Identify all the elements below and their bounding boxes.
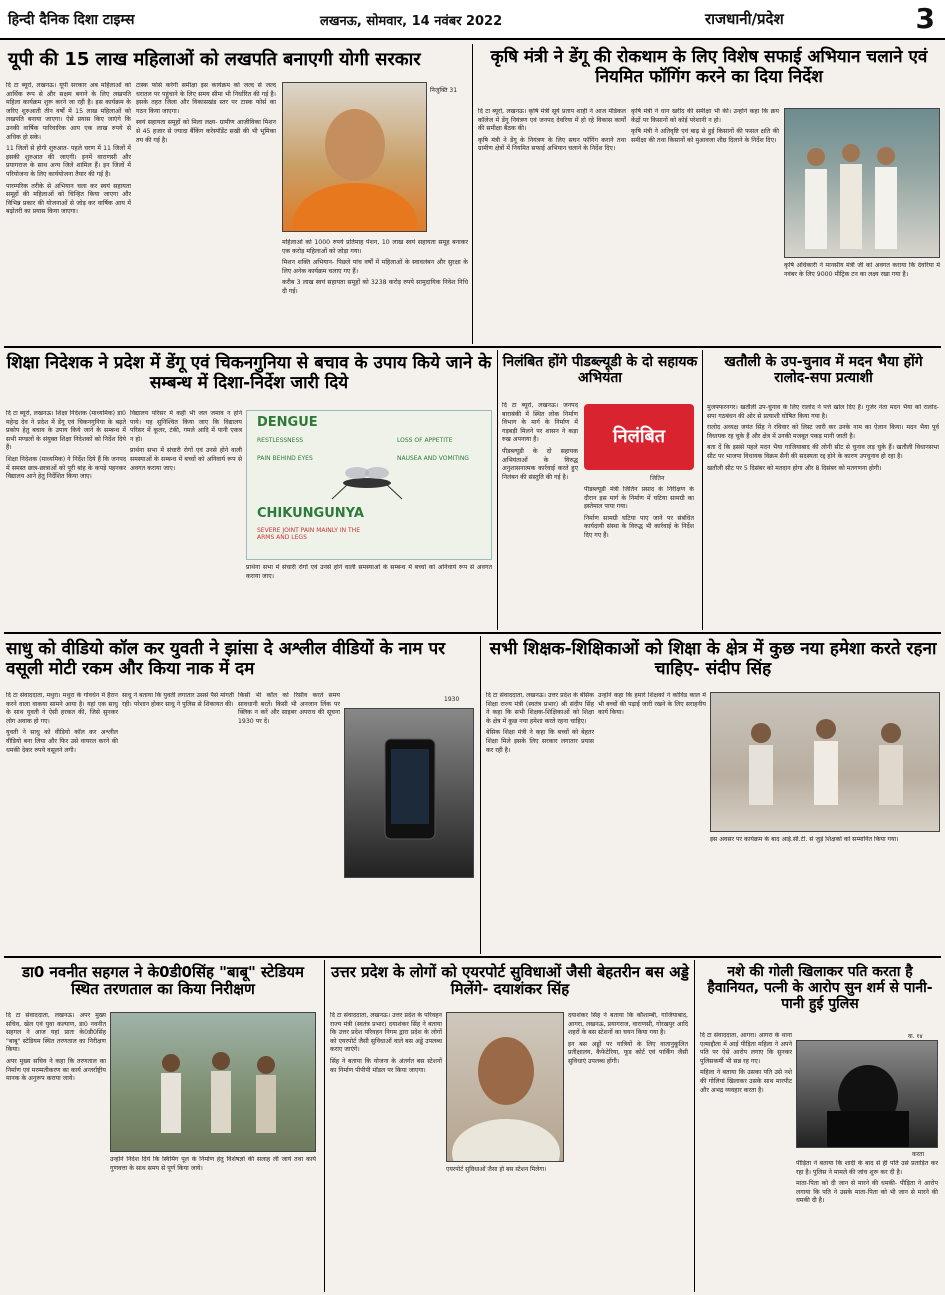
story-dengue-minister xyxy=(476,44,942,344)
headline: साधु को वीडियो कॉल कर युवती ने झांसा दे अश्लील वीडियों के नाम पर वसूली मोटी रकम और किया नाक में दम xyxy=(6,639,446,679)
divider xyxy=(472,44,473,344)
story-body-col-1: दि टा ब्यूरो, लखनऊ। कृषि मंत्री सूर्य प्रताप शाही ने आज मेडिकल कॉलेज में डेंगू नियंत्रण एवं जनपद देवरिया में हो रहे विकास कार्यों की समीक्षा बैठक की। कृषि मंत्री ने डेंगू के नियंत्रण के लिए सघन फॉगिंग कराने तथा ग्रामीण क्षेत्रों में नियमित सफाई अभियान चलाने के निर्देश दिए। xyxy=(478,108,626,153)
mosquito-icon xyxy=(327,461,407,501)
credit-label: निजुक्ति 31 xyxy=(430,87,458,94)
story-body-col-2: उन्होंने निर्देश दिये कि स्विमिंग पूल के निर्माण हेतु विशेषज्ञों की सलाह ली जाये तथा कार्य गुणवत्ता के साथ समय से पूर्ण किया जाये। xyxy=(110,1156,316,1172)
divider xyxy=(4,956,941,958)
story-body-col-2: साधु ने बताया कि युवती लगातार उससे पैसे मांगती रही। परेशान होकर साधु ने पुलिस से शिकायत की। xyxy=(122,692,234,708)
story-body-col-1: दि टा ब्यूरो, लखनऊ। शिक्षा निदेशक (माध्यमिक) डा0 महेन्द्र देव ने प्रदेश में डेंगू एवं चिकनगुनिया के बढ़ते प्रकोप हेतु बचाव के उपाय किये जाने के सम्बन्ध में सभी मण्डलों के संयुक्त शिक्षा निदेशकों को निर्देश दिये हैं। शिक्षा निदेशक (माध्यमिक) ने निर्देश दिये हैं कि जनपद में समस्त छात्र-छात्राओं को पूरी बांह के कपड़े पहनकर विद्यालय आने हेतु निर्देशित किया जाए। xyxy=(6,410,126,481)
headline: सभी शिक्षक-शिक्षिकाओं को शिक्षा के क्षेत्र में कुछ नया हमेशा करते रहना चाहिए- संदीप सिंह xyxy=(489,639,937,679)
silhouette-icon xyxy=(797,1041,938,1148)
yogi-photo xyxy=(282,82,427,232)
headline: निलंबित होंगे पीडब्ल्यूडी के दो सहायक अभियंता xyxy=(502,354,698,387)
poster-item: RESTLESSNESS xyxy=(257,437,304,444)
story-body-col-1: दि टा ब्यूरो, लखनऊ। यूपी सरकार अब महिलाओं को आर्थिक रूप से और सक्षम बनाने के लिए लखपति महिला कार्यक्रम शुरू करने जा रही है। इस कार्यक्रम के जरिए शुरुआती तीन वर्षों में 15 लाख महिलाओं को लखपति बनाया जाएगा। ऐसे प्रयास किए जाएंगे कि उनकी वार्षिक पारिवारिक आय एक लाख रुपये से अधिक हो सके। 11 जिलों से होगी शुरुआत- पहले चरण में 11 जिलों में इसकी शुरुआत की जाएगी। इनमें वाराणसी और प्रयागराज के साथ अन्य जिले शामिल हैं। इन जिलों में परियोजना के लिए कार्ययोजना तैयार की गई है। पारम्परिक तरीके से अभियान चला कर स्वयं सहायता समूहों की महिलाओं को चिन्हित किया जाएगा और विभिन्न प्रकार की योजनाओं से जोड़ कर वार्षिक आय में बढ़ोतरी का प्रयास किया जाएगा। xyxy=(6,82,131,216)
portrait-icon xyxy=(447,1013,564,1162)
poster-item: PAIN BEHIND EYES xyxy=(257,455,313,462)
story-body-col-2: टास्क फोर्स करेगी समीक्षा इस कार्यक्रम को जल्द से जल्द धरातल पर पहुंचाने के लिए समय सीमा भी निर्धारित की गई है। इसके तहत जिला और विकासखंड स्तर पर टास्क फोर्स का गठन किया जाएगा। स्वयं सहायता समूहों को मिला लक्ष्य- ग्रामीण आजीविका मिशन से 45 हजार से ज्यादा बैंकिंग करेस्पॉडेंट सखी की भी भूमिका तय की गई है। xyxy=(136,82,276,144)
headline: नशे की गोली खिलाकर पति करता है हैवानियत, पत्नी के आरोप सुन शर्म से पानी-पानी हुई पुलिस xyxy=(707,964,933,1013)
story-body-col-2: कृषि मंत्री ने धान खरीद की समीक्षा भी की। उन्होंने कहा कि क्रय केंद्रों पर किसानों को कोई परेशानी न हो। कृषि मंत्री ने अतिवृष्टि एवं बाढ़ से हुई किसानों की फसल क्षति की समीक्षा की तथा किसानों को मुआवजा शीघ्र दिलाने के निर्देश दिए। xyxy=(631,108,779,144)
poster-subtitle: SEVERE JOINT PAIN MAINLY IN THE ARMS AND LEGS xyxy=(257,527,360,541)
divider xyxy=(4,346,941,348)
story-body: मुजफ्फरनगर। खतौली उप-चुनाव के लिए रालोद ने पत्ते खोल दिए हैं। गुर्जर नेता मदन भैया को रालोद-सपा गठबंधन की ओर से प्रत्याशी घोषित किया गया है। रालोद अध्यक्ष जयंत सिंह ने रविवार को लिस्ट जारी कर उनके नाम का ऐलान किया। मदन भैया पूर्व विधायक रह चुके हैं और क्षेत्र में उनकी मजबूत पकड़ मानी जाती है। बता दें कि इससे पहले मदन भैया गाजियाबाद की लोनी सीट से चुनाव लड़ चुके हैं। खतौली विधानसभा सीट पर भाजपा विधायक विक्रम सैनी की सदस्यता रद्द होने के कारण उपचुनाव हो रहा है। खतौली सीट पर 5 दिसंबर को मतदान होगा और 8 दिसंबर को मतगणना होगी। xyxy=(707,404,939,472)
dateline: लखनऊ, सोमवार, 14 नवंबर 2022 xyxy=(320,14,503,29)
story-body-col-3: किसी भी कॉल को रिसीव करते समय सावधानी बरतें। किसी भी अनजान लिंक पर क्लिक न करें और साइबर अपराध की सूचना 1930 पर दें। xyxy=(238,692,340,725)
meeting-photo xyxy=(784,108,940,258)
section-label: राजधानी/प्रदेश xyxy=(705,10,784,28)
credit-label: क. १४ xyxy=(908,1033,923,1040)
phone-icon xyxy=(345,709,474,878)
poster-item: NAUSEA AND VOMITING xyxy=(397,455,469,462)
story-body-col-2: दयाशंकर सिंह ने बताया कि कौशाम्बी, गाजियाबाद, आगरा, लखनऊ, प्रयागराज, वाराणसी, गोरखपुर आदि शहरों के बस स्टेशनों का चयन किया गया है। इन बस अड्डों पर यात्रियों के लिए वातानुकूलित प्रतीक्षालय, कैफेटेरिया, फूड कोर्ट एवं पार्किंग जैसी सुविधाएं उपलब्ध होंगी। xyxy=(568,1012,688,1065)
victim-photo xyxy=(796,1040,938,1148)
story-body-col-1: दि टा संवाददाता, लखनऊ। अपर मुख्य सचिव, खेल एवं युवा कल्याण, डा0 नवनीत सहगल ने आज यहां प्रातः के0डी0सिंह "बाबू" स्टेडियम स्थित तरणताल का निरीक्षण किया। अपर मुख्य सचिव ने कहा कि तरणताल का निर्माण एवं मरम्मतीकरण का कार्य अन्तर्राष्ट्रीय मानक के अनुरूप कराया जाये। xyxy=(6,1012,106,1083)
divider xyxy=(324,960,325,1292)
credit-label: जितिन xyxy=(650,475,665,482)
minister-photo xyxy=(446,1012,564,1162)
paper-name: हिन्दी दैनिक दिशा टाइम्स xyxy=(8,12,135,28)
headline: उत्तर प्रदेश के लोगों को एयरपोर्ट सुविधाओं जैसी बेहतरीन बस अड्डे मिलेंगे- दयाशंकर सिंह xyxy=(331,963,689,999)
photo-caption: एयरपोर्ट सुविधाओं जैसा हो बस स्टेशन मिलेगा। xyxy=(446,1166,547,1173)
people-icon xyxy=(711,693,940,832)
story-khatauli xyxy=(705,350,942,630)
cyber-photo xyxy=(344,708,474,878)
story-body-col-2: पीड़िता ने बताया कि शादी के बाद से ही पति उसे प्रताड़ित कर रहा है। पुलिस ने मामले की जांच शुरू कर दी है। माता-पिता को दी जान से मारने की धमकी- पीड़िता ने आरोप लगाया कि पति ने उसके माता-पिता को भी जान से मारने की धमकी दी है। xyxy=(796,1160,938,1205)
story-pwd-suspension xyxy=(500,350,700,630)
masthead xyxy=(0,0,945,40)
story-body-col-2: उन्होंने कहा कि हमारे शिक्षकों ने कोविड काल में भी बच्चों की पढ़ाई जारी रखने के लिए सराहनीय कार्य किया। xyxy=(598,692,706,717)
headline: कृषि मंत्री ने डेंगू की रोकथाम के लिए विशेष सफाई अभियान चलाने एवं नियमित फॉगिंग करने का दिया निर्देश xyxy=(490,47,928,87)
poster-item: LOSS OF APPETITE xyxy=(397,437,453,444)
story-body-col-1: दि टा संवाददाता, लखनऊ। उत्तर प्रदेश के बेसिक शिक्षा राज्य मंत्री (स्वतंत्र प्रभार) श्री संदीप सिंह ने कहा कि सभी शिक्षक-शिक्षिकाओं को शिक्षा के क्षेत्र में कुछ नया हमेशा करते रहना चाहिए। बेसिक शिक्षा मंत्री ने कहा कि बच्चों को बेहतर शिक्षा मिले इसके लिए सरकार लगातार प्रयास कर रही है। xyxy=(486,692,594,754)
story-body-col-1: दि टा संवाददाता, आगरा। आगरा के थाना एत्माद्दौला में आई पीड़िता महिला ने अपने पति पर ऐसे आरोप लगाए कि सुनकर पुलिसकर्मी भी सन्न रह गए। महिला ने बताया कि उसका पति उसे नशे की गोलियां खिलाकर उसके साथ मारपीट और अभद्र व्यवहार करता है। xyxy=(700,1032,792,1094)
event-photo xyxy=(710,692,940,832)
officials-icon xyxy=(111,1013,316,1152)
page-number: 3 xyxy=(915,2,935,35)
story-body-col-1: दि टा ब्यूरो, लखनऊ। जनपद बाराबंकी में स्थित लोक निर्माण विभाग के मार्ग के निर्माण में गड़बड़ी मिलने पर शासन ने कड़ा रुख अपनाया है। पीडब्ल्यूडी के दो सहायक अभियंताओं के विरुद्ध अनुशासनात्मक कार्रवाई करते हुए निलंबन की संस्तुति की गई है। xyxy=(502,402,578,481)
stadium-photo xyxy=(110,1012,316,1152)
story-body-col-3: कृषि अधिकारी ने मानसीय मंत्री जी को अवगत कराया कि देवरिया में नवंबर के लिए 9000 मीट्रिक टन का लक्ष्य रखा गया है। xyxy=(784,262,940,278)
suspended-stamp xyxy=(584,404,694,470)
group-icon xyxy=(785,109,940,258)
story-body-col-3: प्रार्थना सभा में संचारी रोगों एवं उनसे होने वाली समस्याओं के सम्बन्ध में बच्चों को अनिवार्य रूप से अवगत कराया जाए। xyxy=(246,564,492,580)
headline: खतौली के उप-चुनाव में मदन भैया होंगे रालोद-सपा प्रत्याशी xyxy=(724,354,923,387)
story-lakhpati xyxy=(4,44,470,344)
story-dengue-directive xyxy=(4,350,494,630)
divider xyxy=(497,350,498,630)
story-body-col-1: दि टा संवाददाता, मथुरा। मथुरा के गोवर्धन में हैरान करने वाला वाकया सामने आया है। यहां एक साधु के साथ युवती ने ऐसी हरकत की, जिसे सुनकर लोग अवाक हो गए। युवती ने साधु को वीडियो कॉल कर अश्लील वीडियो बना लिया और फिर उसे वायरल करने की धमकी देकर रुपये वसूलने लगी। xyxy=(6,692,118,754)
credit-label: करता xyxy=(912,1151,925,1158)
poster-title-2: CHIKUNGUNYA xyxy=(257,506,364,521)
divider xyxy=(694,960,695,1292)
poster-title: DENGUE xyxy=(257,415,318,430)
story-body-col-3: इस अवसर पर कार्यक्रम के बाद आई.सी.टी. से जुड़े शिक्षकों को सम्मानित किया गया। xyxy=(710,836,899,843)
story-video-call xyxy=(4,636,478,954)
story-body-col-2: विद्यालय परिसर में कहीं भी जल जमाव न होने पाये। यह सुनिश्चित किया जाए कि विद्यालय परिसर में कूलर, टंकी, गमले आदि में पानी एकत्र न हो। प्रार्थना सभा में संचारी रोगों एवं उनसे होने वाली समस्याओं के सम्बन्ध में बच्चों को अनिवार्य रूप से अवगत कराया जाए। xyxy=(130,410,242,472)
headline: डा0 नवनीत सहगल ने के0डी0सिंह "बाबू" स्टेडियम स्थित तरणताल का किया निरीक्षण xyxy=(21,963,305,999)
portrait-icon xyxy=(283,83,427,232)
story-swimming-pool xyxy=(4,960,322,1292)
divider xyxy=(4,632,941,634)
divider xyxy=(480,636,481,954)
story-body-col-2: पीडब्ल्यूडी मंत्री जितिन प्रसाद के निरीक्षण के दौरान इस मार्ग के निर्माण में घटिया सामग्री का इस्तेमाल पाया गया। निर्माण सामग्री घटिया पाए जाने पर संबंधित कार्यदायी संस्था के विरुद्ध भी कार्रवाई के निर्देश दिए गए हैं। xyxy=(584,486,694,539)
story-teachers xyxy=(484,636,942,954)
dengue-poster xyxy=(246,410,492,560)
story-bus-stations xyxy=(328,960,692,1292)
helpline-label: 1930 xyxy=(444,696,460,703)
headline: यूपी की 15 लाख महिलाओं को लखपति बनाएगी योगी सरकार xyxy=(8,49,421,70)
story-body-col-1: दि टा संवाददाता, लखनऊ। उत्तर प्रदेश के परिवहन राज्य मंत्री (स्वतंत्र प्रभार) दयाशंकर सिंह ने बताया कि उत्तर प्रदेश परिवहन निगम द्वारा प्रदेश के लोगों को एयरपोर्ट जैसी सुविधाओं वाले बस अड्डे उपलब्ध कराए जाएंगे। सिंह ने बताया कि योजना के अंतर्गत बस स्टेशनों का निर्माण पीपीपी मॉडल पर किया जाएगा। xyxy=(330,1012,442,1074)
story-body-col-3: महिलाओं को 1000 रुपये प्रतिमाह पेंशन, 10 लाख स्वयं सहायता समूह बनाकर एक करोड़ महिलाओं को जोड़ा गया। मिशन शक्ति अभियान- पिछले पांच वर्षों में महिलाओं के स्वावलंबन और सुरक्षा के लिए अनेक कार्यक्रम चलाए गए हैं। करीब 3 लाख स्वयं सहायता समूहों को 3238 करोड़ रुपये सामुदायिक निवेश निधि दी गई। xyxy=(282,239,468,295)
divider xyxy=(702,350,703,630)
story-agra xyxy=(698,960,942,1292)
headline: शिक्षा निदेशक ने प्रदेश में डेंगू एवं चिकनगुनिया से बचाव के उपाय किये जाने के सम्बन्ध में दिशा-निर्देश जारी दिये xyxy=(6,353,492,393)
stamp-text: निलंबित xyxy=(612,426,666,447)
